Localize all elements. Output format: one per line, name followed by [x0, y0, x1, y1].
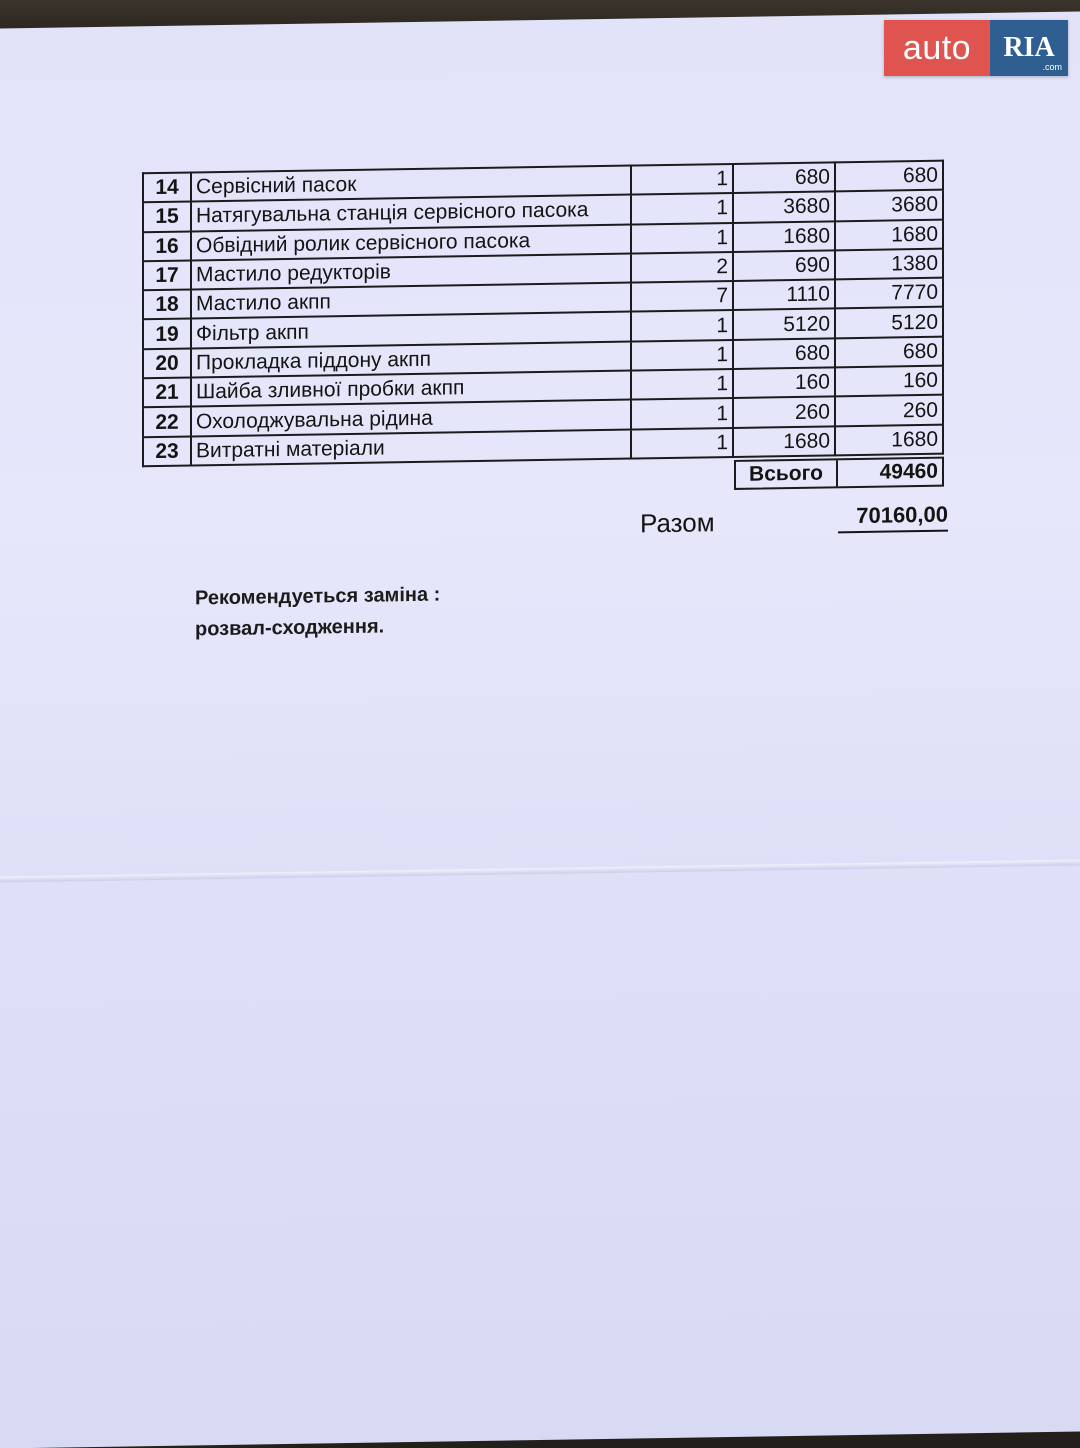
item-qty: 1	[631, 164, 733, 195]
item-sum: 680	[835, 161, 943, 192]
item-price: 690	[733, 250, 835, 281]
item-sum: 5120	[835, 307, 943, 338]
recommendation-note	[195, 580, 440, 646]
item-qty: 1	[631, 223, 733, 254]
grand-total-label: Разом	[640, 507, 715, 539]
item-sum: 7770	[835, 278, 943, 309]
item-number: 22	[143, 407, 191, 437]
grand-total-value: 70160,00	[838, 502, 948, 534]
total-label: Всього	[736, 460, 838, 488]
item-name: Мастило редукторів	[191, 253, 631, 289]
item-name: Сервісний пасок	[191, 166, 631, 202]
item-name: Фільтр акпп	[191, 312, 631, 348]
item-sum: 160	[835, 366, 943, 397]
item-sum: 680	[835, 336, 943, 367]
item-price: 160	[733, 367, 835, 398]
invoice-page	[0, 12, 1080, 1448]
item-number: 14	[143, 172, 191, 202]
item-qty: 1	[631, 398, 733, 429]
item-number: 21	[143, 378, 191, 408]
item-number: 17	[143, 260, 191, 290]
item-name: Натягувальна станція сервісного пасока	[191, 195, 631, 231]
item-sum: 260	[835, 395, 943, 426]
item-price: 1110	[733, 280, 835, 311]
item-number: 15	[143, 202, 191, 232]
item-price: 1680	[733, 426, 835, 457]
item-number: 20	[143, 348, 191, 378]
logo-com-text: .com	[1042, 62, 1062, 72]
recommendation-line-2: розвал-сходження.	[195, 615, 385, 641]
item-qty: 7	[631, 281, 733, 312]
recommendation-line-1: Рекомендуеться заміна :	[195, 583, 441, 610]
item-qty: 1	[631, 193, 733, 224]
item-name: Витратні матеріали	[191, 429, 631, 465]
item-price: 3680	[733, 192, 835, 223]
item-sum: 1380	[835, 249, 943, 280]
item-number: 23	[143, 436, 191, 466]
items-table-body	[143, 161, 943, 467]
item-sum: 3680	[835, 190, 943, 221]
item-number: 18	[143, 290, 191, 320]
item-number: 16	[143, 231, 191, 261]
item-name: Прокладка піддону акпп	[191, 341, 631, 377]
item-qty: 1	[631, 369, 733, 400]
item-qty: 2	[631, 252, 733, 283]
item-sum: 1680	[835, 219, 943, 250]
logo-ria-box	[990, 20, 1068, 76]
item-name: Охолоджувальна рідина	[191, 400, 631, 436]
item-price: 260	[733, 397, 835, 428]
item-sum: 1680	[835, 424, 943, 455]
item-qty: 1	[631, 340, 733, 371]
total-row	[734, 457, 944, 490]
item-qty: 1	[631, 428, 733, 459]
item-name: Обвідний ролик сервісного пасока	[191, 224, 631, 260]
item-price: 680	[733, 338, 835, 369]
item-price: 680	[733, 162, 835, 193]
item-name: Шайба зливної пробки акпп	[191, 371, 631, 407]
items-table	[142, 160, 944, 468]
item-qty: 1	[631, 310, 733, 341]
logo-auto-text: auto	[884, 20, 990, 76]
logo-ria-text: RIA	[1003, 32, 1055, 63]
total-value: 49460	[879, 459, 938, 484]
item-price: 1680	[733, 221, 835, 252]
autoria-watermark-logo	[884, 20, 1068, 76]
item-name: Мастило акпп	[191, 283, 631, 319]
item-price: 5120	[733, 309, 835, 340]
item-number: 19	[143, 319, 191, 349]
